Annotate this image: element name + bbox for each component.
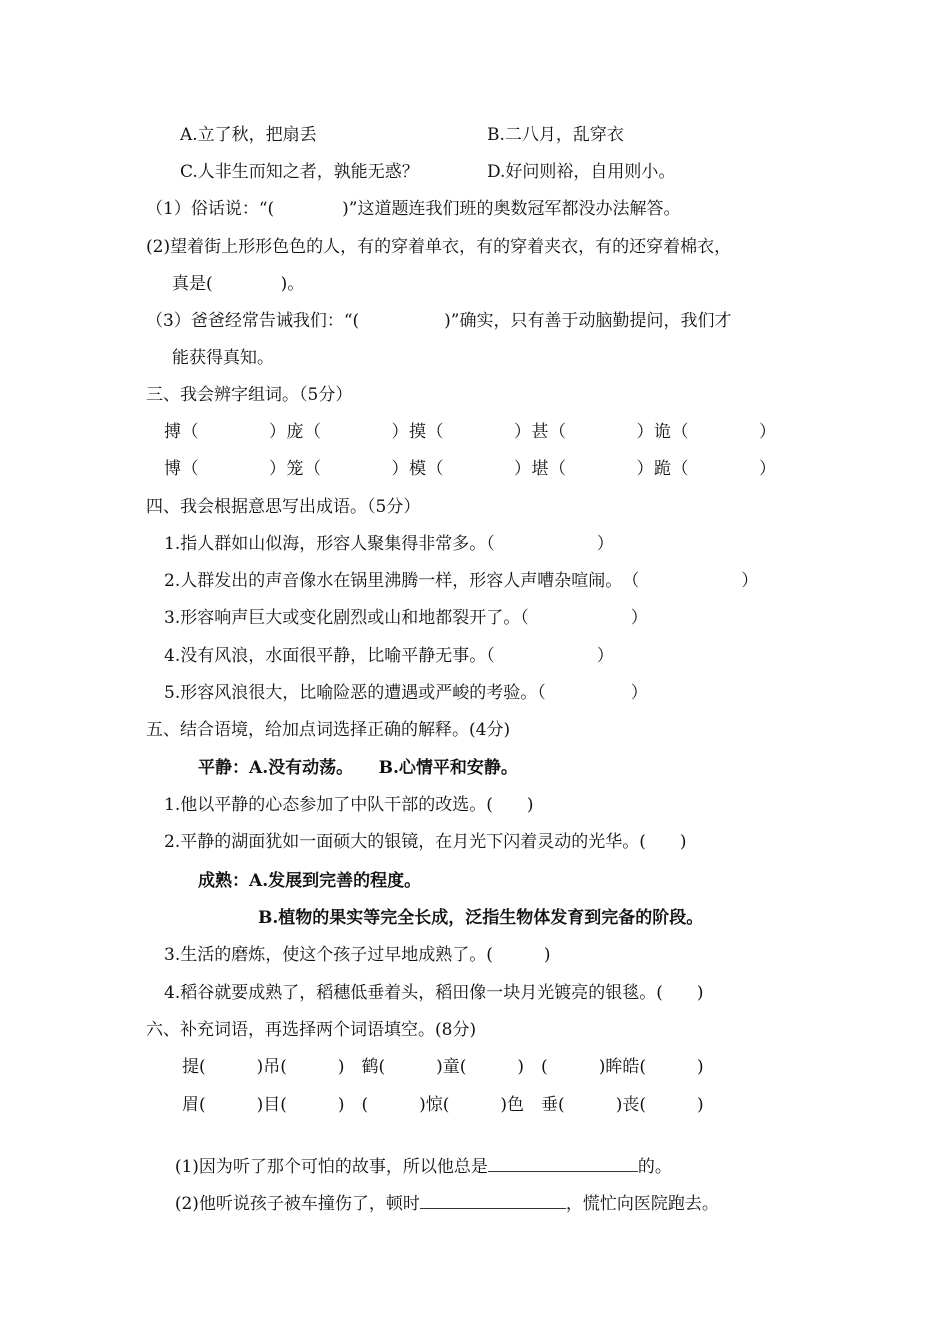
section-4-title: 四、我会根据意思写出成语。（5分） [146,497,421,517]
fill-sentence-1-end: 的。 [637,1157,672,1177]
option-b: B.二八月，乱穿衣 [487,125,624,145]
section-4-item-5: 5.形容风浪很大，比喻险恶的遭遇或严峻的考验。（ ） [164,683,648,703]
section-5-item-1: 1.他以平静的心态参加了中队干部的改选。( ) [164,795,534,815]
fill-sentence-2 [164,1168,719,1215]
section-4-item-3: 3.形容响声巨大或变化剧烈或山和地都裂开了。（ ） [164,608,648,628]
section-3-row-1: 搏（ ）庞（ ）摸（ ）甚（ ）诡（ ） [164,422,777,442]
section-4-item-2: 2.人群发出的声音像水在锅里沸腾一样，形容人声嘈杂喧闹。 （ ） [164,571,759,591]
question-2-line-1: (2)望着街上形形色色的人，有的穿着单衣，有的穿着夹衣，有的还穿着棉衣， [146,237,732,257]
definition-pingjing: 平静：A.没有动荡。 B.心情平和安静。 [198,758,518,778]
fill-sentence-1-start: (1)因为听了那个可怕的故事，所以他总是 [174,1157,488,1177]
section-3-title: 三、我会辨字组词。（5分） [146,385,353,405]
question-2-line-2: 真是( )。 [172,274,305,294]
fill-blank-2[interactable] [420,1190,566,1209]
section-4-item-1: 1.指人群如山似海，形容人聚集得非常多。（ ） [164,534,614,554]
option-a: A.立了秋，把扇丢 [180,125,317,145]
fill-sentence-2-start: (2)他听说孩子被车撞伤了，顿时 [174,1194,420,1214]
question-3-line-2: 能获得真知。 [172,348,274,368]
section-5-item-4: 4.稻谷就要成熟了，稻穗低垂着头，稻田像一块月光镀亮的银毯。( ) [164,983,704,1003]
option-c: C.人非生而知之者，孰能无惑？ [180,162,419,182]
question-1: （1）俗话说：“( )”这道题连我们班的奥数冠军都没办法解答。 [146,199,681,219]
section-6-row-2: 眉( )目( ) ( )惊( )色 垂( )丧( ) [182,1095,704,1115]
section-3-row-2: 博（ ）笼（ ）模（ ）堪（ ）跪（ ） [164,459,777,479]
section-5-item-3: 3.生活的磨炼，使这个孩子过早地成熟了。( ) [164,945,551,965]
section-4-item-4: 4.没有风浪，水面很平静，比喻平静无事。（ ） [164,646,614,666]
section-6-title: 六、补充词语，再选择两个词语填空。(8分) [146,1020,477,1040]
section-6-row-1: 提( )吊( ) 鹤( )童( ) ( )眸皓( ) [182,1057,704,1077]
question-3-line-1: （3）爸爸经常告诫我们：“( )”确实，只有善于动脑勤提问，我们才 [146,311,732,331]
fill-sentence-2-end: ，慌忙向医院跑去。 [565,1194,719,1214]
section-5-title: 五、结合语境，给加点词选择正确的解释。(4分) [146,720,511,740]
definition-chengshu-a: 成熟：A.发展到完善的程度。 [198,871,422,891]
section-5-item-2: 2.平静的湖面犹如一面硕大的银镜，在月光下闪着灵动的光华。( ) [164,832,687,852]
definition-chengshu-b: B.植物的果实等完全长成，泛指生物体发育到完备的阶段。 [258,908,704,928]
option-d: D.好问则裕，自用则小。 [487,162,676,182]
